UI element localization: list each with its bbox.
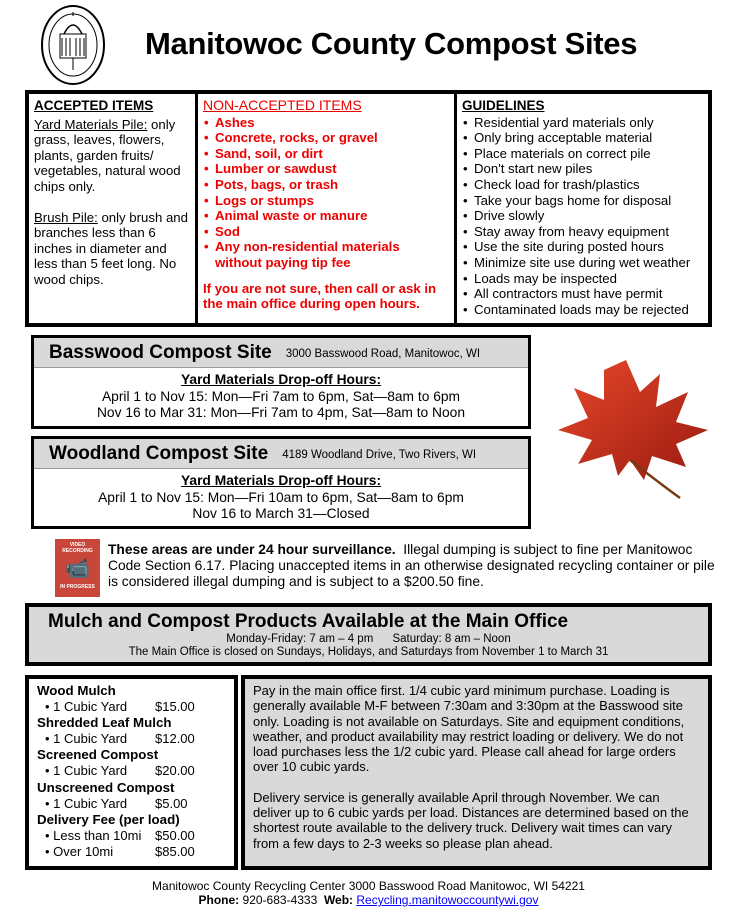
price-row — [37, 763, 226, 779]
product-name: Screened Compost — [37, 747, 159, 763]
price-label: • 1 Cubic Yard — [45, 763, 155, 779]
hours-line: April 1 to Nov 15: Mon—Fri 7am to 6pm, Sat—8am to 6pm — [101, 388, 461, 404]
guideline-item: • Contaminated loads may be rejected — [462, 302, 703, 318]
guideline-item: • Residential yard materials only — [462, 115, 703, 131]
guideline-item: • Only bring acceptable material — [462, 130, 703, 146]
purchase-details — [241, 675, 712, 870]
non-accepted-item: • Ashes — [203, 115, 449, 131]
guidelines — [457, 94, 708, 323]
sign-bottom-text: IN PROGRESS — [60, 584, 95, 590]
price-label: • 1 Cubic Yard — [45, 699, 155, 715]
hours-line: Nov 16 to March 31—Closed — [192, 506, 370, 521]
hours-heading: Yard Materials Drop-off Hours: — [180, 473, 382, 488]
site-address: 4189 Woodland Drive, Two Rivers, WI — [282, 449, 477, 461]
price-label: • 1 Cubic Yard — [45, 796, 155, 812]
basswood-site — [31, 335, 531, 429]
brush-text: only brush and branches less than 6 inches in diameter and less than 5 feet long. No wood chips. — [34, 209, 188, 287]
site-name: Woodland Compost Site — [49, 442, 269, 464]
footer-address: Manitowoc County Recycling Center 3000 Basswood Road Manitowoc, WI 54221 — [152, 879, 585, 893]
phone-label: Phone: — [198, 893, 240, 907]
guideline-item: • Check load for trash/plastics — [462, 177, 703, 193]
phone-number: 920-683-4333 — [242, 893, 318, 907]
guideline-item: • Take your bags home for disposal — [462, 193, 703, 209]
details-paragraph: Delivery service is generally available April through November. We can deliver up to 6 cubic yards per load. Distances are determined based on the shortest route available to the delivery truck. Delivery wait times can vary from a few days to 2-3 weeks so please plan ahead. — [253, 789, 689, 851]
price-row — [37, 731, 226, 747]
product-name: Shredded Leaf Mulch — [37, 715, 172, 731]
accepted-heading: ACCEPTED ITEMS — [34, 98, 154, 113]
site-name: Basswood Compost Site — [49, 341, 272, 363]
non-accepted-item: • Logs or stumps — [203, 193, 449, 209]
web-label: Web: — [323, 893, 354, 907]
accepted-items — [29, 94, 195, 323]
price-label: • 1 Cubic Yard — [45, 731, 155, 747]
non-accepted-item: • Pots, bags, or trash — [203, 177, 449, 193]
price-value: $5.00 — [155, 795, 188, 811]
site-address: 3000 Basswood Road, Manitowoc, WI — [285, 348, 481, 360]
product-name: Wood Mulch — [37, 683, 116, 698]
guideline-item: • All contractors must have permit — [462, 286, 703, 302]
maple-leaf-image — [548, 352, 718, 504]
video-recording-sign — [55, 539, 100, 597]
price-label: • Less than 10mi — [45, 828, 155, 844]
price-label: • Over 10mi — [45, 844, 155, 860]
surveillance-notice — [108, 542, 723, 590]
rules-table — [25, 90, 712, 327]
product-name: Unscreened Compost — [37, 779, 175, 795]
non-accepted-item: • Concrete, rocks, or gravel — [203, 130, 449, 146]
price-row — [37, 699, 226, 715]
price-value: $50.00 — [155, 827, 195, 843]
price-value: $12.00 — [155, 731, 195, 747]
guideline-item: • Loads may be inspected — [462, 271, 703, 287]
non-accepted-items — [198, 94, 454, 323]
non-accepted-item: • Any non-residential materials without paying tip fee — [203, 239, 449, 270]
non-accepted-note: If you are not sure, then call or ask in the main office during open hours. — [203, 280, 437, 312]
price-row — [37, 828, 226, 844]
hours-line: April 1 to Nov 15: Mon—Fri 10am to 6pm, Sat—8am to 6pm — [98, 489, 464, 505]
non-accepted-item: • Lumber or sawdust — [203, 161, 449, 177]
yard-text: only grass, leaves, flowers, plants, garden fruits/ vegetables, natural wood chips only. — [34, 116, 181, 194]
county-seal-logo — [40, 4, 106, 86]
product-price-list — [25, 675, 238, 870]
guideline-item: • Place materials on correct pile — [462, 146, 703, 162]
price-row — [37, 796, 226, 812]
mulch-title: Mulch and Compost Products Available at the Main Office — [48, 611, 569, 632]
office-closed: The Main Office is closed on Sundays, Holidays, and Saturdays from November 1 to March 31 — [128, 646, 609, 658]
hours-line: Nov 16 to Mar 31: Mon—Fri 7am to 4pm, Sat—8am to Noon — [96, 405, 466, 420]
website-link[interactable]: Recycling.manitowoccountywi.gov — [356, 893, 539, 907]
hours-heading: Yard Materials Drop-off Hours: — [180, 372, 382, 387]
price-value: $15.00 — [155, 699, 195, 715]
non-accepted-item: • Sand, soil, or dirt — [203, 146, 449, 162]
price-value: $20.00 — [155, 763, 195, 779]
details-paragraph: Pay in the main office first. 1/4 cubic yard minimum purchase. Loading is generally available M-F between 7:30am and 3:30pm at the Basswood site only. Loading is not available on Saturdays. Site and equipment conditions, weather, and product availability may restrict loading or delivery. We do not load purchases less the 1/2 cubic yard. Please call ahead for large orders over 10 cubic yards. — [253, 683, 685, 775]
price-row — [37, 844, 226, 860]
footer — [0, 879, 737, 907]
brush-label: Brush Pile: — [34, 209, 98, 225]
guideline-item: • Use the site during posted hours — [462, 239, 703, 255]
guidelines-heading: GUIDELINES — [462, 98, 545, 113]
woodland-site — [31, 436, 531, 529]
mulch-header — [25, 603, 712, 666]
sign-top-text: VIDEO RECORDING — [62, 542, 93, 554]
page-title: Manitowoc County Compost Sites — [145, 26, 638, 61]
surveillance-text: Illegal dumping is subject to fine per Manitowoc Code Section 6.17. Placing unaccepted items in an otherwise designated recycling container or pile is considered illegal dumping and is subject to a $200.50 fine. — [108, 542, 719, 589]
guideline-item: • Drive slowly — [462, 208, 703, 224]
guideline-item: • Minimize site use during wet weather — [462, 255, 703, 271]
yard-label: Yard Materials Pile: — [34, 116, 148, 132]
price-value: $85.00 — [155, 843, 195, 859]
non-accepted-item: • Animal waste or manure — [203, 208, 449, 224]
product-name: Delivery Fee (per load) — [37, 811, 180, 827]
camera-icon: 📹 — [65, 558, 90, 580]
surveillance-bold: These areas are under 24 hour surveillance. — [108, 542, 396, 557]
non-accepted-heading: NON-ACCEPTED ITEMS — [203, 97, 362, 113]
guideline-item: • Stay away from heavy equipment — [462, 224, 703, 240]
guideline-item: • Don't start new piles — [462, 161, 703, 177]
office-hours: Monday-Friday: 7 am – 4 pm Saturday: 8 am – Noon — [226, 633, 511, 645]
non-accepted-item: • Sod — [203, 224, 449, 240]
